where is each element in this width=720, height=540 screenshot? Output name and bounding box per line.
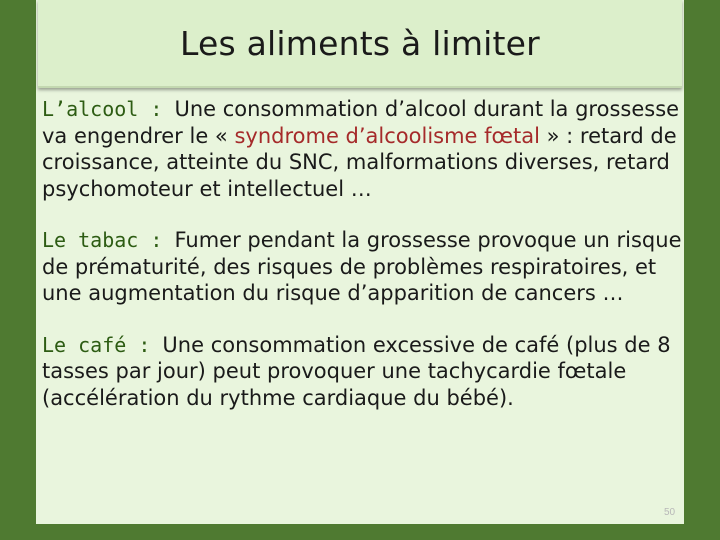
- bottom-border-bar: [0, 524, 720, 540]
- coffee-paragraph: [42, 332, 682, 412]
- alcohol-paragraph: [42, 96, 682, 202]
- coffee-text: Une consommation excessive de café (plus de 8 tasses par jour) peut provoquer une tachycardie fœtale (accélération du rythme cardiaque du bébé).: [42, 332, 671, 410]
- coffee-label: Le café :: [42, 332, 163, 357]
- alcohol-text-after: » : retard de croissance, atteinte du SNC, malformations diverses, retard psychomoteur et intellectuel …: [42, 123, 677, 201]
- left-border-bar: [0, 0, 36, 540]
- alcohol-text-before: Une consommation d’alcool durant la grossesse va engendrer le «: [42, 97, 680, 148]
- slide-title: Les aliments à limiter: [180, 23, 540, 63]
- alcohol-highlight: syndrome d’alcoolisme fœtal: [234, 123, 540, 148]
- tobacco-paragraph: [42, 227, 682, 307]
- page-number: 50: [664, 507, 676, 518]
- alcohol-label: L’alcool :: [42, 97, 175, 121]
- title-banner: [38, 0, 682, 88]
- right-border-bar: [684, 0, 720, 540]
- slide-body: [42, 96, 682, 411]
- tobacco-text: Fumer pendant la grossesse provoque un risque de prématurité, des risques de problèmes respiratoires, et une augmentation du risque d’apparition de cancers …: [42, 228, 682, 305]
- tobacco-label: Le tabac :: [42, 228, 175, 252]
